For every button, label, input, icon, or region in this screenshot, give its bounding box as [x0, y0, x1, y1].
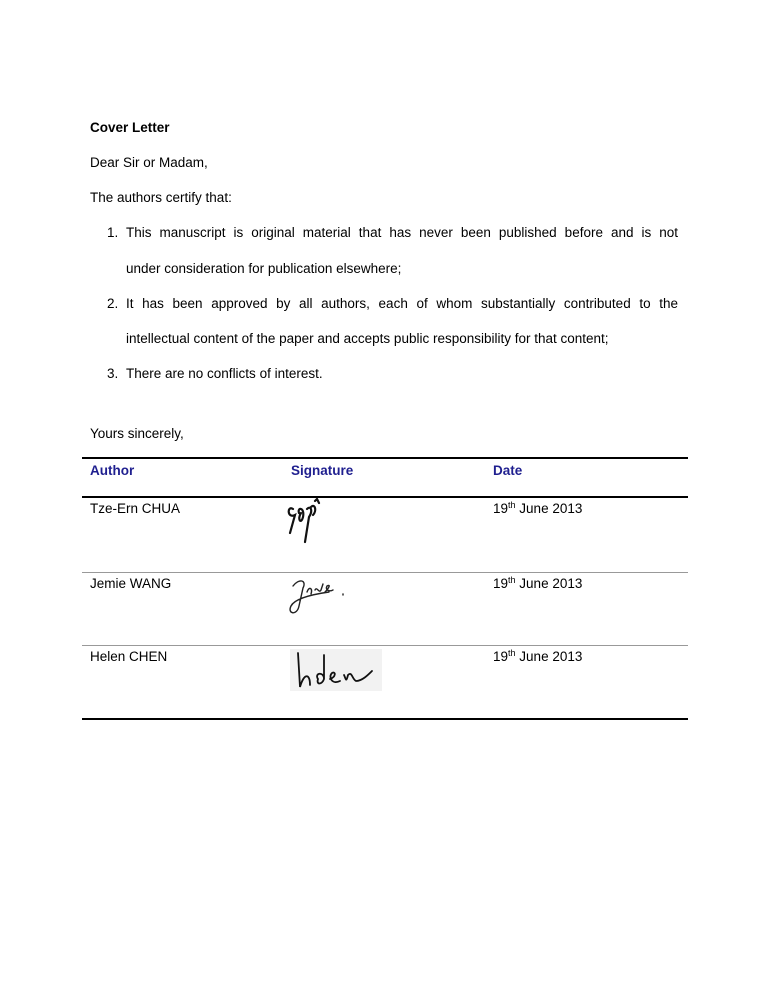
signing-date: 19th June 2013 [493, 648, 583, 664]
letter-title: Cover Letter [90, 120, 170, 135]
header-date: Date [493, 463, 523, 478]
row-divider [82, 572, 688, 573]
row-divider [82, 645, 688, 646]
table-bottom-rule [82, 718, 688, 720]
closing: Yours sincerely, [90, 426, 184, 441]
author-name: Helen CHEN [90, 649, 168, 664]
list-number: 2. [107, 296, 119, 311]
table-top-rule [82, 457, 688, 459]
list-item-text: There are no conflicts of interest. [126, 366, 323, 381]
author-name: Jemie WANG [90, 576, 172, 591]
signature-image [285, 574, 355, 624]
signing-date: 19th June 2013 [493, 500, 583, 516]
header-author: Author [90, 463, 135, 478]
list-item-text: It has been approved by all authors, each of whom substantially contributed to the [126, 296, 678, 311]
intro-text: The authors certify that: [90, 190, 232, 205]
list-item-text: This manuscript is original material that has never been published before and is not [126, 225, 678, 240]
salutation: Dear Sir or Madam, [90, 155, 208, 170]
list-item-text-cont: under consideration for publication elsewhere; [126, 261, 402, 276]
header-signature: Signature [291, 463, 354, 478]
signature-image [285, 497, 335, 549]
author-name: Tze-Ern CHUA [90, 501, 181, 516]
header-rule [82, 496, 688, 498]
list-number: 1. [107, 225, 119, 240]
signature-image [290, 649, 382, 691]
signing-date: 19th June 2013 [493, 575, 583, 591]
list-item-text-cont: intellectual content of the paper and accepts public responsibility for that content; [126, 331, 609, 346]
list-number: 3. [107, 366, 119, 381]
